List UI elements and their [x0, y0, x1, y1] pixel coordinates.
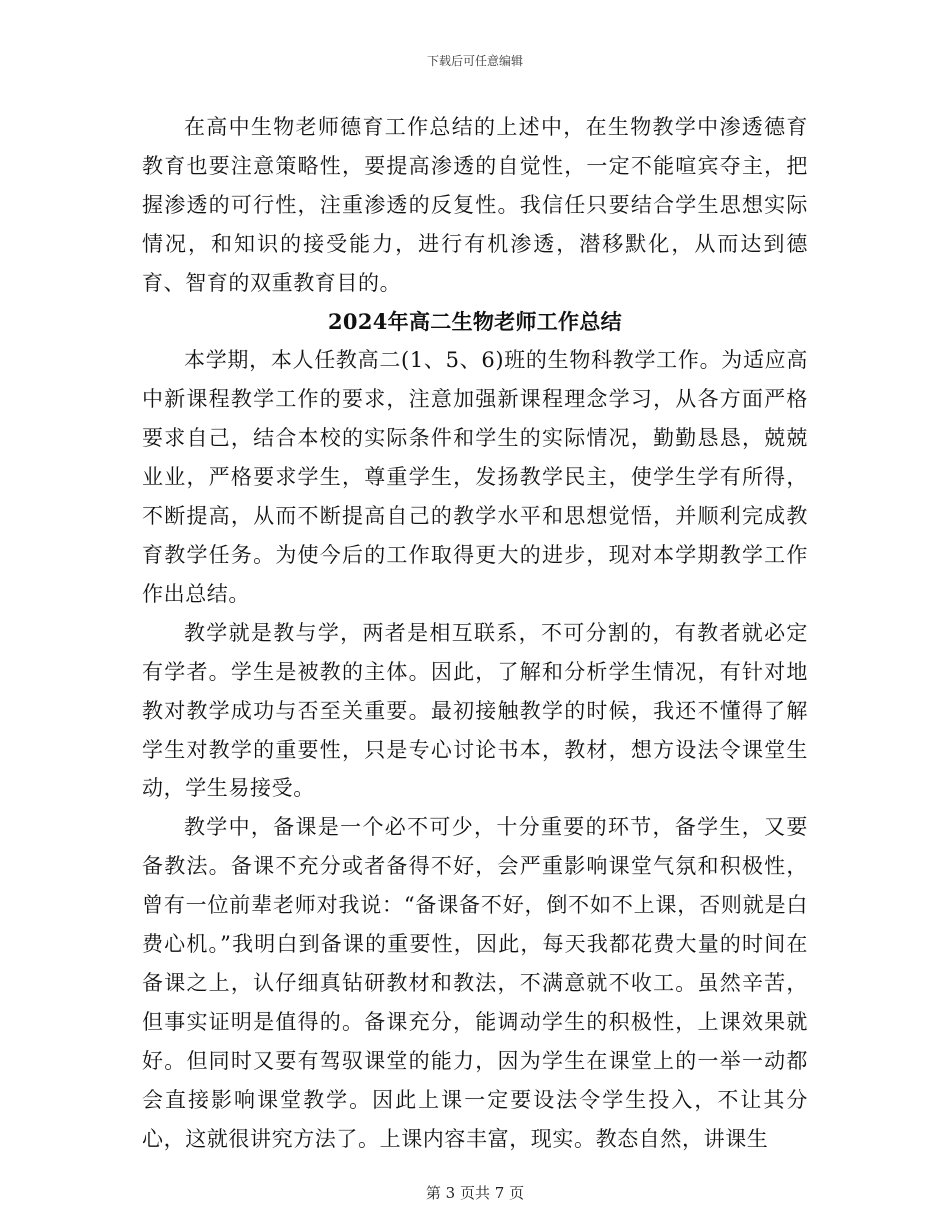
- section-title: 2024年高二生物老师工作总结: [328, 308, 622, 334]
- page-number: 第 3 页共 7 页: [425, 1184, 525, 1202]
- paragraph-1: 本学期，本人任教高二(1、5、6)班的生物科教学工作。为适应高中新课程教学工作的要求，注意加强新课程理念学习，从各方面严格要求自己，结合本校的实际条件和学生的实际情况，勤勤恳恳，兢兢业业，严格要求学生，尊重学生，发扬教学民主，使学生学有所得，不断提高，从而不断提高自己的教学水平和思想觉悟，并顺利完成教育教学任务。为使今后的工作取得更大的进步，现对本学期教学工作作出总结。: [142, 348, 808, 606]
- paragraph-3: 教学中，备课是一个必不可少，十分重要的环节，备学生，又要备教法。备课不充分或者备得不好，会严重影响课堂气氛和积极性，曾有一位前辈老师对我说：“备课备不好，倒不如不上课，否则就是白费心机。”我明白到备课的重要性，因此，每天我都花费大量的时间在备课之上，认仔细真钻研教材和教法，不满意就不收工。虽然辛苦，但事实证明是值得的。备课充分，能调动学生的积极性，上课效果就好。但同时又要有驾驭课堂的能力，因为学生在课堂上的一举一动都会直接影响课堂教学。因此上课一定要设法令学生投入，不让其分心，这就很讲究方法了。上课内容丰富，现实。教态自然，讲课生: [142, 815, 808, 1151]
- page-header: 下载后可任意编辑: [426, 54, 523, 68]
- document-body: [142, 108, 808, 1158]
- intro-paragraph: 在高中生物老师德育工作总结的上述中，在生物教学中渗透德育教育也要注意策略性，要提高渗透的自觉性，一定不能喧宾夺主，把握渗透的可行性，注重渗透的反复性。我信任只要结合学生思想实际情况，和知识的接受能力，进行有机渗透，潜移默化，从而达到德育、智育的双重教育目的。: [142, 115, 808, 295]
- paragraph-2: 教学就是教与学，两者是相互联系，不可分割的，有教者就必定有学者。学生是被教的主体。因此，了解和分析学生情况，有针对地教对教学成功与否至关重要。最初接触教学的时候，我还不懂得了解学生对教学的重要性，只是专心讨论书本，教材，想方设法令课堂生动，学生易接受。: [142, 620, 808, 801]
